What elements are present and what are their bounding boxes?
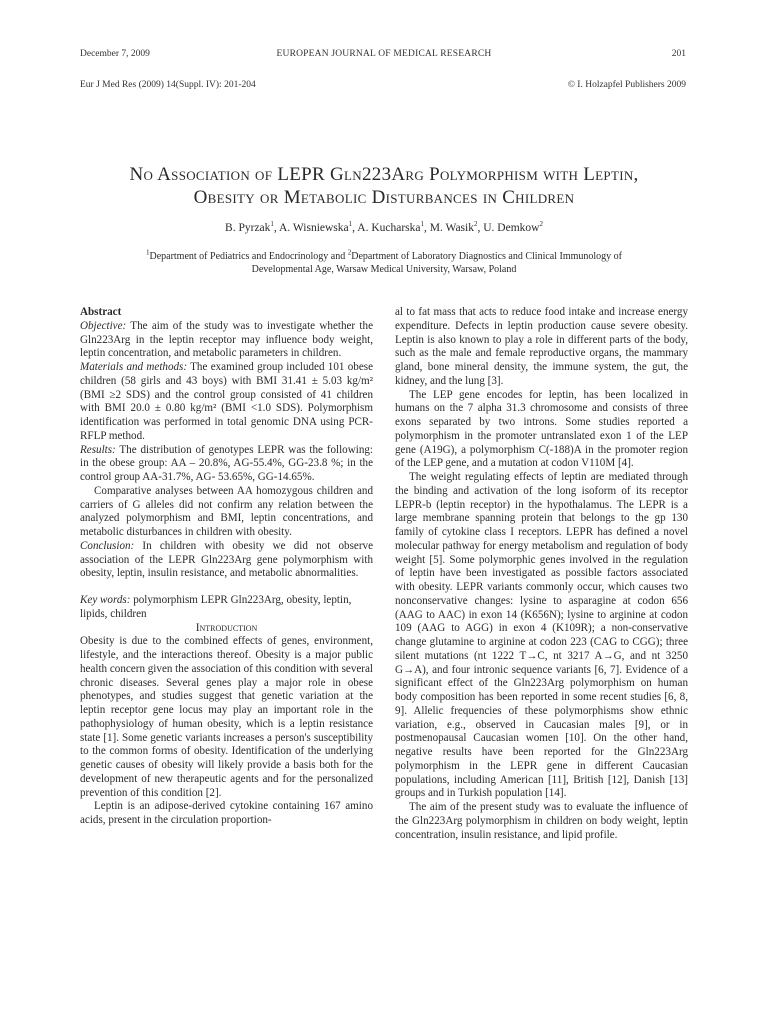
author-name: B. Pyrzak [225,222,271,234]
objective-label: Objective: [80,319,127,332]
abstract-comparative: Comparative analyses between AA homozygous children and carriers of G alleles did not confirm any relation between the analyzed polymorphism and BMI, leptin concentrations, and metabolic disturbances in children with obesity. [80,484,373,538]
intro-paragraph-2: Leptin is an adipose-derived cytokine containing 167 amino acids, present in the circulation proportion- [80,800,373,826]
author-separator: , [273,222,280,234]
keywords-label: Key words: [80,594,131,606]
author-separator: , [477,222,484,234]
affiliation-sup-1: 1 [145,248,150,257]
abstract-methods [80,361,373,444]
author-affiliation-sup: 1 [270,220,274,229]
page-number: 201 [671,49,686,59]
author-name: A. Kucharska [357,222,421,234]
right-column [395,306,688,842]
abstract-results [80,444,373,485]
intro-paragraph-2-continued: al to fat mass that acts to reduce food intake and increase energy expenditure. Defects in leptin production cause severe obesity. Leptin is also known to play a role in different parts of the body, such as the male and female reproductive organs, the mammary gland, bone mineral density, the immune system, the gut, the kidney, and the lung [3]. [395,306,688,387]
introduction-heading: Introduction [195,621,258,634]
author-affiliation-sup: 1 [348,220,353,229]
intro-paragraph-3: The LEP gene encodes for leptin, has been localized in humans on the 7 alpha 31.3 chromosome and consists of three exons separated by two introns. Some studies reported a polymorphism in the promoter untranslated exon 1 of the LEP gene (A19G), a polymorphism C(-188)A in the promoter region of the LEP gene, and a mutation at codon V110M [4]. [395,388,688,470]
author-name: U. Demkow [483,222,540,234]
objective-text: The aim of the study was to investigate whether the Gln223Arg in the leptin receptor may influence body weight, leptin concentration, and metabolic parameters in children. [80,319,373,360]
journal-name: EUROPEAN JOURNAL OF MEDICAL RESEARCH [276,49,492,59]
author-separator: , [424,222,430,234]
article-title-line-1: No Association of LEPR Gln223Arg Polymorphism with Leptin, [129,164,639,185]
author-affiliation-sup: 2 [473,220,478,229]
intro-paragraph-5: The aim of the present study was to evaluate the influence of the Gln223Arg polymorphism in children on body weight, leptin concentration, insulin resistance, and lipid profile. [395,801,688,841]
abstract-conclusion [80,540,373,581]
conclusion-text: In children with obesity we did not observe association of the LEPR Gln223Arg gene polymorphism with obesity, leptin, insulin resistance, and metabolic abnormalities. [80,539,373,580]
intro-paragraph-4: The weight regulating effects of leptin are mediated through the binding and activation of the long isoform of its receptor LEPR-b (leptin receptor) in the hypothalamus. The LEPR is a large membrane spanning protein that belongs to the gp 130 family of cytokine class I receptors. LEPR has defined a novel molecular pathway for energy metabolism and regulation of body weight [5]. Some polymorphic genes involved in the regulation of leptin have been investigated as possible factors associated with obesity. LEPR variants commonly occur, which causes two nonconservative changes: lysine to asparagine at codon 656 (AAG to AAC) in exon 14 (K656N); lysine to arginine at codon 109 (AAG to AGG) in exon 4 (K109R); a non-conservative change glutamine to arginine at codon 223 (CAG to CGG); three silent mutations (nt 1222 T→C, nt 3217 A→G, and nt 3250 G→A), and four intronic sequence variants [6, 7]. Evidence of a significant effect of the Gln223Arg polymorphism on human body composition has been reported in some recent studies [6, 8, 9]. Allelic frequencies of these polymorphisms show ethnic variation, e.g., observed in Caucasian males [9], or in postmenopausal Caucasian women [10]. On the other hand, negative results have been reported for the Gln223Arg polymorphism in the LEPR gene in different Caucasian populations, including American [11], British [12], Danish [13] groups and in Turkish population [14]. [395,471,688,800]
keywords [80,594,373,622]
author-affiliation-sup: 2 [539,220,543,229]
author-affiliation-sup: 1 [420,220,424,229]
methods-label: Materials and methods: [80,361,188,373]
intro-paragraph-1: Obesity is due to the combined effects of genes, environment, lifestyle, and the interactions thereof. Obesity is a major public health concern given the association of this condition with several chronic diseases. Several genes play a major role in obese phenotypes, and studies suggest that genetic variation at the leptin receptor gene locus may play an important role in the pathophysiology of human obesity, which is a leptin resistance state [1]. Some genetic variants increases a person's susceptibility to the common forms of obesity. Identification of the underlying genetic causes of obesity will likely provide a basis both for the development of new therapeutic agents and for the personalized prevention of this condition [2]. [80,635,373,799]
author-name: A. Wisniewska [279,222,349,234]
article-title-line-2: Obesity or Metabolic Disturbances in Children [193,187,575,208]
results-label: Results: [80,443,116,456]
author-name: M. Wasik [429,222,474,234]
author-list [0,222,768,234]
keywords-text: polymorphism LEPR Gln223Arg, obesity, leptin, lipids, children [80,594,352,620]
affiliation-text-2: Department of Laboratory Diagnostics and Clinical Immunology of Developmental Age, Warsaw Medical University, Warsaw, Poland [251,251,623,275]
conclusion-label: Conclusion: [80,539,135,552]
affiliation-sup-2: 2 [347,248,352,257]
header-date: December 7, 2009 [80,49,150,59]
copyright: © I. Holzapfel Publishers 2009 [567,80,686,90]
results-text: The distribution of genotypes LEPR was the following: in the obese group: AA – 20.8%, AG-55.4%, GG-23.8 %; in the control group AA-31.7%, AG- 53.65%, GG-14.65%. [80,443,373,483]
affiliation-text-1: Department of Pediatrics and Endocrinology and [149,251,348,262]
methods-text: The examined group included 101 obese children (58 girls and 43 boys) with BMI 31.41 ± 5.03 kg/m² (BMI ≥2 SDS) and the control group consisted of 41 children with BMI 20.0 ± 0.80 kg/m² (BMI <1.0 SDS). Polymorphism identification was performed in total genomic DNA using PCR-RFLP method. [80,361,374,442]
abstract-heading: Abstract [80,306,122,318]
affiliations [120,250,648,276]
left-column [80,306,373,828]
abstract-objective [80,320,373,361]
author-separator: , [352,222,358,234]
citation: Eur J Med Res (2009) 14(Suppl. IV): 201-204 [80,80,256,90]
